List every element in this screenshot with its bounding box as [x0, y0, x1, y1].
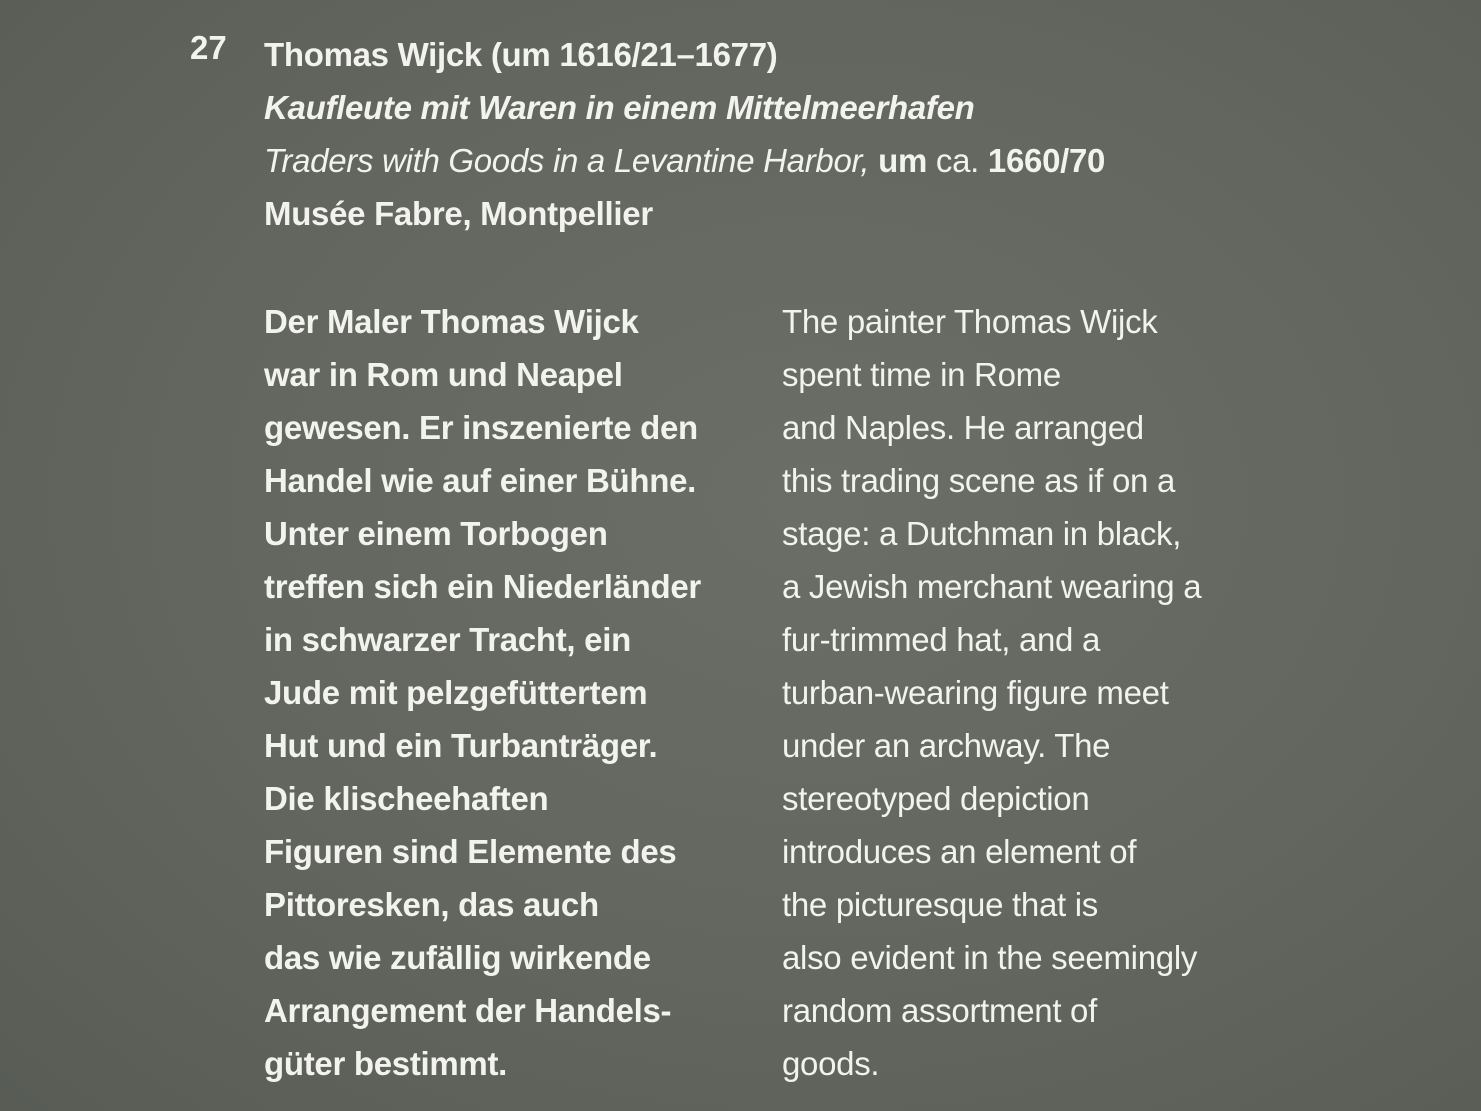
english-text-line: and Naples. He arranged	[782, 409, 1144, 446]
catalog-number: 27	[190, 29, 227, 66]
german-text-line: güter bestimmt.	[264, 1045, 508, 1082]
english-text-line: fur-trimmed hat, and a	[782, 621, 1101, 658]
german-text-line: in schwarzer Tracht, ein	[264, 621, 631, 658]
german-text-line: Arrangement der Handels-	[264, 992, 672, 1029]
english-text-line: introduces an element of	[782, 833, 1137, 870]
artist-line: Thomas Wijck (um 1616/21–1677)	[264, 36, 778, 73]
date-years: 1660/70	[987, 142, 1106, 179]
date-prefix: um	[878, 142, 928, 179]
german-text-line: Hut und ein Turbanträger.	[264, 727, 658, 764]
english-text-line: The painter Thomas Wijck	[782, 303, 1158, 340]
english-text-line: under an archway. The	[782, 727, 1111, 764]
german-text-line: gewesen. Er inszenierte den	[264, 409, 698, 446]
english-text-line: also evident in the seemingly	[782, 939, 1198, 976]
english-text-line: turban-wearing figure meet	[782, 674, 1169, 711]
english-text-column	[782, 295, 1201, 1090]
german-text-line: Der Maler Thomas Wijck	[264, 303, 639, 340]
german-text-line: Pittoresken, das auch	[264, 886, 599, 923]
english-text-line: goods.	[782, 1045, 880, 1082]
english-text-line: spent time in Rome	[782, 356, 1061, 393]
german-text-line: Die klischeehaften	[264, 780, 549, 817]
english-text-line: the picturesque that is	[782, 886, 1098, 923]
collection-line: Musée Fabre, Montpellier	[264, 195, 653, 232]
german-text-column	[264, 295, 701, 1090]
german-text-line: Handel wie auf einer Bühne.	[264, 462, 696, 499]
german-text-line: war in Rom und Neapel	[264, 356, 623, 393]
german-text-line: Jude mit pelzgefüttertem	[264, 674, 648, 711]
title-english-line	[264, 134, 1414, 187]
date-circa: ca.	[935, 142, 980, 179]
german-text-line: treffen sich ein Niederländer	[264, 568, 701, 605]
german-text-line: Unter einem Torbogen	[264, 515, 608, 552]
english-text-line: a Jewish merchant wearing a	[782, 568, 1202, 605]
english-text-line: stage: a Dutchman in black,	[782, 515, 1182, 552]
label-header	[264, 28, 1414, 240]
german-text-line: Figuren sind Elemente des	[264, 833, 677, 870]
title-german: Kaufleute mit Waren in einem Mittelmeerhafen	[264, 89, 975, 126]
german-text-line: das wie zufällig wirkende	[264, 939, 651, 976]
english-text-line: stereotyped depiction	[782, 780, 1090, 817]
title-english: Traders with Goods in a Levantine Harbor,	[264, 142, 870, 179]
english-text-line: this trading scene as if on a	[782, 462, 1176, 499]
english-text-line: random assortment of	[782, 992, 1097, 1029]
